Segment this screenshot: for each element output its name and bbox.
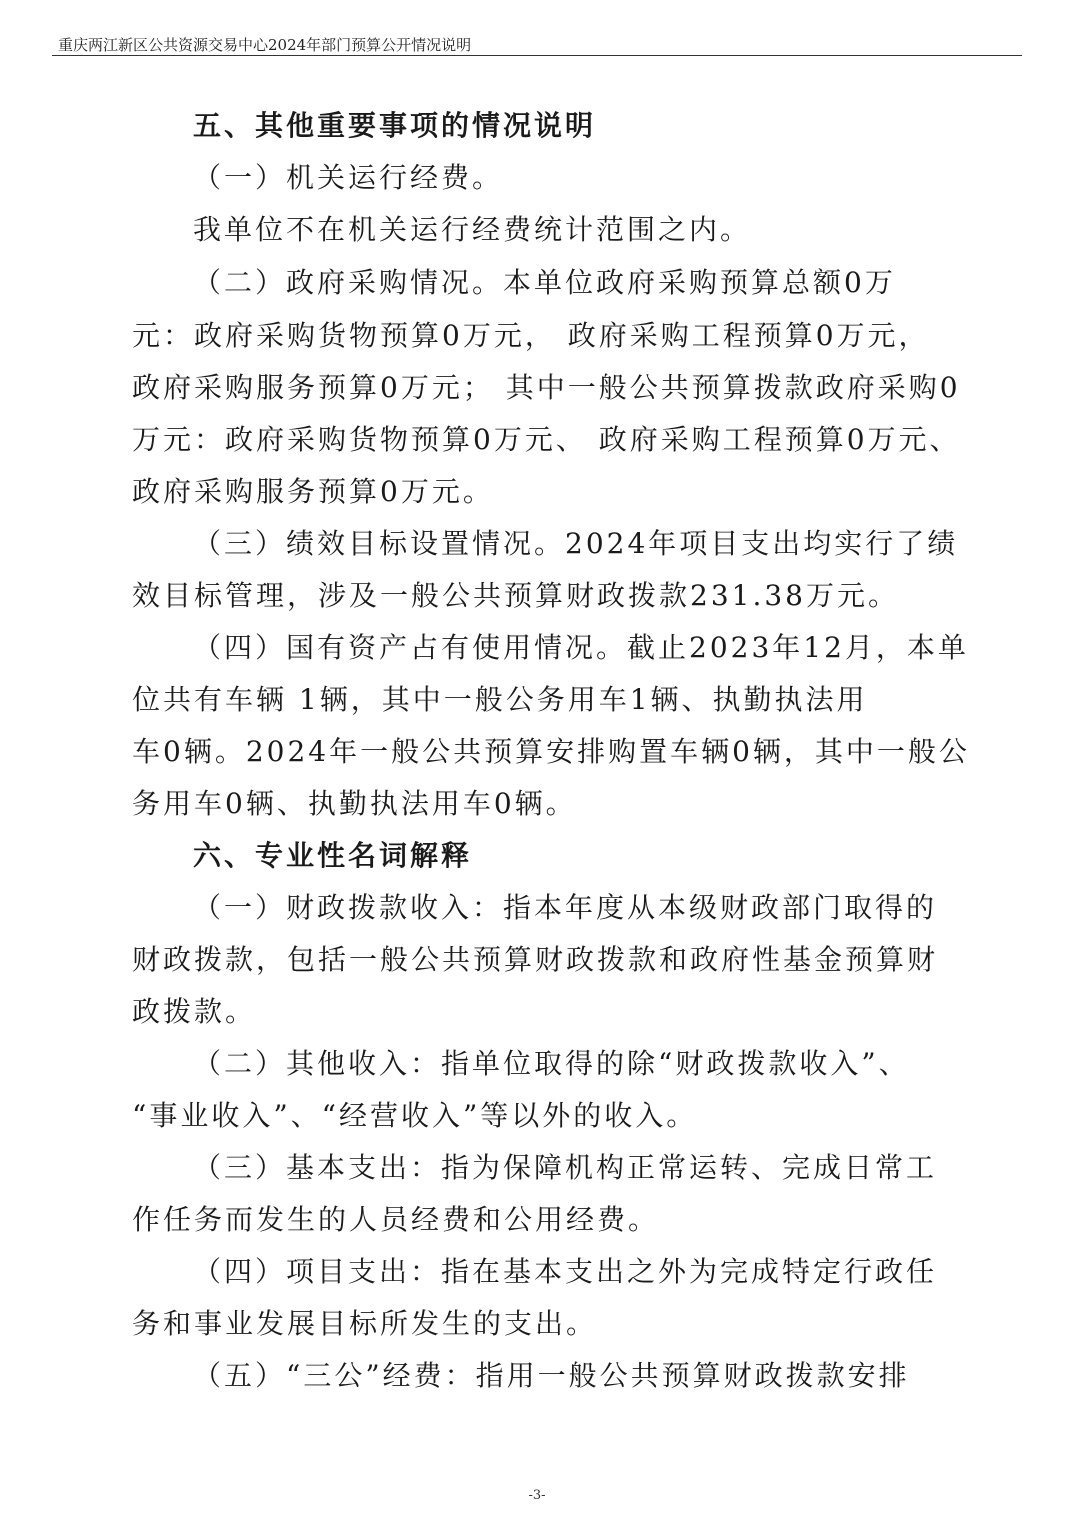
paragraph-line: 我单位不在机关运行经费统计范围之内。 [193, 213, 752, 246]
section-heading-glossary: 六、专业性名词解释 [193, 839, 473, 872]
subheading-operating-expenses: （一）机关运行经费。 [193, 161, 504, 194]
paragraph-line: 政府采购服务预算0万元； 其中一般公共预算拨款政府采购0 [132, 371, 961, 404]
page-number: -3- [528, 1488, 546, 1503]
paragraph-line: （二）其他收入：指单位取得的除“财政拨款收入”、 [193, 1047, 910, 1080]
paragraph-line: “事业收入”、“经营收入”等以外的收入。 [132, 1099, 698, 1132]
section-heading-other-matters: 五、其他重要事项的情况说明 [193, 109, 597, 142]
paragraph-line: 效目标管理，涉及一般公共预算财政拨款231.38万元。 [132, 579, 899, 612]
paragraph-line: 作任务而发生的人员经费和公用经费。 [132, 1203, 660, 1236]
paragraph-line: （二）政府采购情况。本单位政府采购预算总额0万 [193, 266, 896, 299]
paragraph-line: 万元：政府采购货物预算0万元、 政府采购工程预算0万元、 [132, 423, 961, 456]
paragraph-line: （三）基本支出：指为保障机构正常运转、完成日常工 [193, 1151, 938, 1184]
paragraph-line: （四）项目支出：指在基本支出之外为完成特定行政任 [193, 1255, 938, 1288]
paragraph-line: 政拨款。 [132, 995, 257, 1028]
paragraph-line: 车0辆。2024年一般公共预算安排购置车辆0辆，其中一般公 [132, 735, 970, 768]
header-divider [52, 55, 1022, 56]
paragraph-line: （四）国有资产占有使用情况。截止2023年12月，本单 [193, 631, 969, 664]
paragraph-line: 务用车0辆、执勤执法用车0辆。 [132, 787, 577, 820]
paragraph-line: （一）财政拨款收入：指本年度从本级财政部门取得的 [193, 891, 938, 924]
paragraph-line: 元：政府采购货物预算0万元， 政府采购工程预算0万元， [132, 319, 930, 352]
paragraph-line: （三）绩效目标设置情况。2024年项目支出均实行了绩 [193, 527, 959, 560]
paragraph-line: 财政拨款，包括一般公共预算财政拨款和政府性基金预算财 [132, 943, 939, 976]
paragraph-line: 位共有车辆 1辆，其中一般公务用车1辆、执勤执法用 [132, 683, 868, 716]
paragraph-line: 务和事业发展目标所发生的支出。 [132, 1307, 598, 1340]
paragraph-line: 政府采购服务预算0万元。 [132, 475, 494, 508]
header-title: 重庆两江新区公共资源交易中心2024年部门预算公开情况说明 [58, 36, 472, 54]
paragraph-line: （五）“三公”经费：指用一般公共预算财政拨款安排 [193, 1359, 910, 1392]
